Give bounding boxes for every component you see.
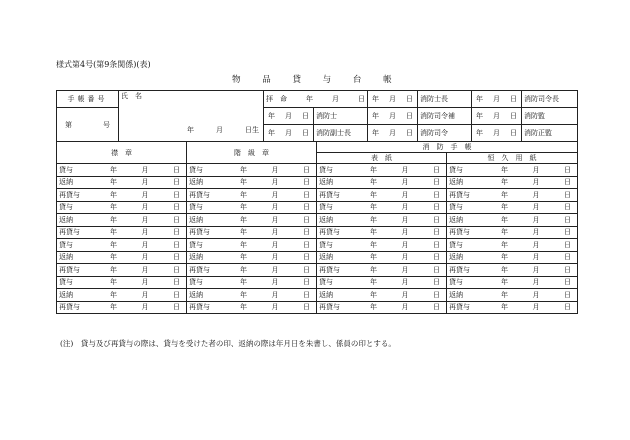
month-label: 月 bbox=[141, 240, 149, 249]
day-label: 日 bbox=[564, 290, 571, 299]
title-char: 台 bbox=[352, 75, 362, 85]
entry-kind: 貸与 bbox=[189, 278, 203, 287]
year-label: 年 bbox=[370, 215, 377, 224]
year-label: 年 bbox=[370, 228, 377, 237]
title-char: 与 bbox=[322, 75, 332, 85]
ledger-cell bbox=[57, 276, 187, 289]
ledger-cell bbox=[447, 189, 578, 202]
date-slot: 年 月 日 bbox=[472, 91, 522, 108]
day-label: 日 bbox=[564, 228, 571, 237]
ledger-cell bbox=[187, 276, 317, 289]
ledger-cell bbox=[317, 176, 447, 189]
title-char: 貸 bbox=[292, 75, 301, 85]
year-label: 年 bbox=[110, 253, 117, 262]
month-label: 月 bbox=[271, 290, 279, 299]
table-row bbox=[57, 264, 578, 277]
ledger-cell bbox=[57, 164, 187, 177]
table-row bbox=[57, 226, 578, 239]
day-label: 日 bbox=[433, 215, 440, 224]
day-label: 日 bbox=[303, 203, 310, 212]
rank-label: 消防司令長 bbox=[522, 91, 578, 108]
month-label: 月 bbox=[271, 203, 279, 212]
entry-kind: 貸与 bbox=[449, 278, 463, 287]
month-label: 月 bbox=[271, 278, 279, 287]
ledger-cell bbox=[187, 239, 317, 252]
month-label: 月 bbox=[271, 228, 279, 237]
table-row bbox=[57, 164, 578, 177]
month-label: 月 bbox=[532, 203, 540, 212]
day-label: 日 bbox=[564, 240, 571, 249]
year-label: 年 bbox=[370, 190, 377, 199]
col-header-badge: 襟 章 bbox=[57, 142, 187, 164]
month-label: 月 bbox=[271, 240, 279, 249]
day-label: 日 bbox=[303, 165, 310, 174]
entry-kind: 貸与 bbox=[59, 278, 73, 287]
year-label: 年 bbox=[501, 253, 508, 262]
day-label: 日 bbox=[564, 253, 571, 262]
year-label: 年 bbox=[501, 290, 508, 299]
ledger-cell bbox=[57, 239, 187, 252]
ledger-table bbox=[56, 141, 578, 314]
day-label: 日 bbox=[564, 178, 571, 187]
rank-label: 消防副士長 bbox=[314, 125, 368, 142]
day-label: 日 bbox=[564, 278, 571, 287]
day-label: 日 bbox=[564, 190, 571, 199]
title-char: 品 bbox=[262, 75, 271, 85]
date-slot: 年 月 日 bbox=[264, 125, 314, 142]
ledger-cell bbox=[57, 226, 187, 239]
day-label: 日 bbox=[564, 165, 571, 174]
year-label: 年 bbox=[501, 178, 508, 187]
date-slot: 年 月 日 bbox=[368, 125, 418, 142]
day-label: 日 bbox=[303, 265, 310, 274]
day-label: 日 bbox=[303, 290, 310, 299]
ledger-cell bbox=[447, 201, 578, 214]
ledger-cell bbox=[57, 214, 187, 227]
ledger-cell bbox=[317, 264, 447, 277]
ledger-cell bbox=[317, 201, 447, 214]
entry-kind: 貸与 bbox=[59, 165, 73, 174]
date-slot: 年 月 日 bbox=[472, 108, 522, 125]
year-label: 年 bbox=[501, 203, 508, 212]
name-label: 氏 名 bbox=[121, 92, 142, 100]
ledger-cell bbox=[187, 214, 317, 227]
entry-kind: 再貸与 bbox=[189, 228, 210, 237]
month-label: 月 bbox=[271, 215, 279, 224]
year-label: 年 bbox=[240, 278, 247, 287]
entry-kind: 貸与 bbox=[319, 240, 333, 249]
entry-kind: 貸与 bbox=[189, 240, 203, 249]
day-label: 日 bbox=[433, 240, 440, 249]
year-label: 年 bbox=[110, 265, 117, 274]
year-label: 年 bbox=[501, 265, 508, 274]
title-char: 帳 bbox=[383, 75, 392, 85]
year-label: 年 bbox=[110, 240, 117, 249]
ledger-cell bbox=[187, 251, 317, 264]
day-label: 日 bbox=[173, 215, 180, 224]
entry-kind: 再貸与 bbox=[449, 265, 470, 274]
month-label: 月 bbox=[532, 178, 540, 187]
entry-kind: 返納 bbox=[319, 178, 333, 187]
entry-kind: 再貸与 bbox=[449, 228, 470, 237]
entry-kind: 返納 bbox=[319, 253, 333, 262]
handbook-number-label: 手帳番号 bbox=[57, 91, 119, 108]
rank-label: 消防士長 bbox=[418, 91, 472, 108]
year-label: 年 bbox=[240, 228, 247, 237]
day-label: 日 bbox=[173, 290, 180, 299]
ledger-cell bbox=[317, 226, 447, 239]
entry-kind: 再貸与 bbox=[189, 303, 210, 312]
day-label: 日 bbox=[564, 203, 571, 212]
entry-kind: 返納 bbox=[59, 253, 73, 262]
ledger-cell bbox=[447, 276, 578, 289]
entry-kind: 再貸与 bbox=[59, 228, 80, 237]
month-label: 月 bbox=[141, 215, 149, 224]
day-label: 日 bbox=[433, 228, 440, 237]
year-label: 年 bbox=[501, 165, 508, 174]
ledger-cell bbox=[317, 251, 447, 264]
entry-kind: 返納 bbox=[319, 215, 333, 224]
ledger-cell bbox=[317, 301, 447, 314]
month-label: 月 bbox=[532, 278, 540, 287]
entry-kind: 再貸与 bbox=[319, 265, 340, 274]
year-label: 年 bbox=[501, 278, 508, 287]
ledger-cell bbox=[57, 201, 187, 214]
entry-kind: 再貸与 bbox=[59, 190, 80, 199]
year-label: 年 bbox=[240, 203, 247, 212]
entry-kind: 再貸与 bbox=[59, 265, 80, 274]
month-label: 月 bbox=[141, 265, 149, 274]
year-label: 年 bbox=[370, 303, 377, 312]
table-row bbox=[57, 301, 578, 314]
ledger-cell bbox=[317, 239, 447, 252]
month-label: 月 bbox=[401, 228, 409, 237]
month-label: 月 bbox=[532, 303, 540, 312]
month-label: 月 bbox=[271, 303, 279, 312]
day-label: 日 bbox=[173, 278, 180, 287]
month-label: 月 bbox=[141, 303, 149, 312]
year-label: 年 bbox=[240, 290, 247, 299]
month-label: 月 bbox=[532, 240, 540, 249]
entry-kind: 再貸与 bbox=[59, 303, 80, 312]
ledger-cell bbox=[317, 189, 447, 202]
personal-info-table bbox=[56, 90, 578, 142]
month-label: 月 bbox=[401, 215, 409, 224]
ledger-cell bbox=[447, 301, 578, 314]
day-label: 日 bbox=[173, 203, 180, 212]
entry-kind: 返納 bbox=[189, 290, 203, 299]
year-label: 年 bbox=[110, 278, 117, 287]
entry-kind: 再貸与 bbox=[319, 190, 340, 199]
day-label: 日 bbox=[433, 165, 440, 174]
year-label: 年 bbox=[501, 228, 508, 237]
entry-kind: 貸与 bbox=[449, 165, 463, 174]
year-label: 年 bbox=[370, 290, 377, 299]
rank-label: 消防士 bbox=[314, 108, 368, 125]
month-label: 月 bbox=[532, 290, 540, 299]
entry-kind: 貸与 bbox=[319, 203, 333, 212]
year-label: 年 bbox=[370, 278, 377, 287]
date-slot: 年 月 日 bbox=[368, 108, 418, 125]
ledger-cell bbox=[57, 176, 187, 189]
col-header-cover: 表 紙 bbox=[317, 153, 447, 164]
year-label: 年 bbox=[110, 290, 117, 299]
entry-kind: 返納 bbox=[59, 215, 73, 224]
entry-kind: 貸与 bbox=[319, 165, 333, 174]
entry-kind: 貸与 bbox=[189, 203, 203, 212]
month-label: 月 bbox=[141, 290, 149, 299]
ledger-cell bbox=[57, 289, 187, 302]
day-label: 日 bbox=[303, 278, 310, 287]
day-label: 日 bbox=[303, 178, 310, 187]
month-label: 月 bbox=[271, 190, 279, 199]
footnote: (注) 貸与及び再貸与の際は、貸与を受けた者の印、返納の際は年月日を朱書し、係員の印とする。 bbox=[60, 339, 396, 348]
year-label: 年 bbox=[501, 215, 508, 224]
entry-kind: 返納 bbox=[59, 290, 73, 299]
year-label: 年 bbox=[501, 190, 508, 199]
day-label: 日 bbox=[433, 265, 440, 274]
table-row bbox=[57, 251, 578, 264]
ledger-cell bbox=[187, 264, 317, 277]
day-label: 日 bbox=[433, 278, 440, 287]
ledger-cell bbox=[187, 189, 317, 202]
ledger-cell bbox=[447, 214, 578, 227]
table-row bbox=[57, 201, 578, 214]
entry-kind: 再貸与 bbox=[189, 265, 210, 274]
year-label: 年 bbox=[370, 178, 377, 187]
year-label: 年 bbox=[240, 240, 247, 249]
month-label: 月 bbox=[401, 278, 409, 287]
entry-kind: 貸与 bbox=[59, 240, 73, 249]
ledger-cell bbox=[317, 214, 447, 227]
month-label: 月 bbox=[532, 265, 540, 274]
day-label: 日 bbox=[433, 178, 440, 187]
month-label: 月 bbox=[141, 228, 149, 237]
month-label: 月 bbox=[401, 178, 409, 187]
month-label: 月 bbox=[401, 190, 409, 199]
entry-kind: 貸与 bbox=[59, 203, 73, 212]
year-label: 年 bbox=[370, 240, 377, 249]
form-label: 様式第4号(第9条関係)(表) bbox=[56, 60, 151, 69]
year-label: 年 bbox=[501, 240, 508, 249]
month-label: 月 bbox=[532, 165, 540, 174]
entry-kind: 返納 bbox=[449, 215, 463, 224]
table-row bbox=[57, 176, 578, 189]
month-label: 月 bbox=[271, 253, 279, 262]
ledger-cell bbox=[317, 276, 447, 289]
month-label: 月 bbox=[141, 165, 149, 174]
entry-kind: 再貸与 bbox=[189, 190, 210, 199]
month-label: 月 bbox=[141, 203, 149, 212]
name-cell bbox=[119, 91, 264, 142]
year-label: 年 bbox=[110, 190, 117, 199]
day-label: 日 bbox=[173, 178, 180, 187]
entry-kind: 貸与 bbox=[449, 240, 463, 249]
entry-kind: 再貸与 bbox=[449, 303, 470, 312]
day-label: 日 bbox=[173, 240, 180, 249]
date-slot: 年 月 日 bbox=[472, 125, 522, 142]
table-row bbox=[57, 276, 578, 289]
year-label: 年 bbox=[240, 215, 247, 224]
entry-kind: 返納 bbox=[189, 253, 203, 262]
day-label: 日 bbox=[564, 303, 571, 312]
entry-kind: 貸与 bbox=[449, 203, 463, 212]
ledger-cell bbox=[447, 251, 578, 264]
ledger-cell bbox=[317, 289, 447, 302]
year-label: 年 bbox=[110, 203, 117, 212]
year-label: 年 bbox=[370, 253, 377, 262]
page-title bbox=[232, 73, 411, 85]
day-label: 日 bbox=[303, 253, 310, 262]
day-label: 日 bbox=[173, 190, 180, 199]
rank-label: 消防正監 bbox=[522, 125, 578, 142]
entry-kind: 貸与 bbox=[189, 165, 203, 174]
month-label: 月 bbox=[401, 240, 409, 249]
col-header-permanent: 恒 久 用 紙 bbox=[447, 153, 578, 164]
date-slot: 年 月 日 bbox=[264, 108, 314, 125]
month-label: 月 bbox=[532, 228, 540, 237]
ledger-cell bbox=[447, 264, 578, 277]
title-char: 物 bbox=[232, 75, 241, 85]
date-slot: 年 月 日 bbox=[368, 91, 418, 108]
month-label: 月 bbox=[271, 178, 279, 187]
ledger-cell bbox=[57, 189, 187, 202]
ledger-cell bbox=[57, 251, 187, 264]
table-row bbox=[57, 189, 578, 202]
ledger-cell bbox=[187, 289, 317, 302]
day-label: 日 bbox=[433, 253, 440, 262]
year-label: 年 bbox=[370, 165, 377, 174]
ledger-cell bbox=[447, 176, 578, 189]
month-label: 月 bbox=[141, 178, 149, 187]
day-label: 日 bbox=[433, 190, 440, 199]
entry-kind: 返納 bbox=[59, 178, 73, 187]
year-label: 年 bbox=[240, 265, 247, 274]
month-label: 月 bbox=[141, 190, 149, 199]
day-label: 日 bbox=[433, 303, 440, 312]
handbook-number-field: 第 号 bbox=[57, 108, 119, 142]
month-label: 月 bbox=[401, 253, 409, 262]
year-label: 年 bbox=[240, 190, 247, 199]
day-label: 日 bbox=[303, 228, 310, 237]
month-label: 月 bbox=[532, 253, 540, 262]
day-label: 日 bbox=[303, 215, 310, 224]
month-label: 月 bbox=[141, 253, 149, 262]
day-label: 日 bbox=[173, 303, 180, 312]
entry-kind: 再貸与 bbox=[319, 228, 340, 237]
year-label: 年 bbox=[240, 303, 247, 312]
day-label: 日 bbox=[433, 290, 440, 299]
entry-kind: 貸与 bbox=[319, 278, 333, 287]
ledger-cell bbox=[187, 176, 317, 189]
entry-kind: 返納 bbox=[449, 178, 463, 187]
table-row bbox=[57, 289, 578, 302]
day-label: 日 bbox=[303, 190, 310, 199]
day-label: 日 bbox=[173, 228, 180, 237]
ledger-cell bbox=[447, 226, 578, 239]
year-label: 年 bbox=[110, 165, 117, 174]
year-label: 年 bbox=[110, 228, 117, 237]
month-label: 月 bbox=[401, 303, 409, 312]
ledger-cell bbox=[447, 164, 578, 177]
month-label: 月 bbox=[401, 203, 409, 212]
ledger-cell bbox=[447, 239, 578, 252]
month-label: 月 bbox=[271, 265, 279, 274]
year-label: 年 bbox=[240, 178, 247, 187]
appointment-date: 拝 命 年 月 日 bbox=[264, 91, 368, 108]
entry-kind: 返納 bbox=[319, 290, 333, 299]
day-label: 日 bbox=[564, 215, 571, 224]
year-label: 年 bbox=[110, 178, 117, 187]
day-label: 日 bbox=[173, 165, 180, 174]
month-label: 月 bbox=[401, 290, 409, 299]
day-label: 日 bbox=[303, 303, 310, 312]
year-label: 年 bbox=[501, 303, 508, 312]
year-label: 年 bbox=[370, 203, 377, 212]
ledger-cell bbox=[187, 164, 317, 177]
ledger-cell bbox=[447, 289, 578, 302]
col-header-handbook: 消 防 手 帳 bbox=[317, 142, 578, 153]
entry-kind: 返納 bbox=[449, 253, 463, 262]
month-label: 月 bbox=[532, 215, 540, 224]
year-label: 年 bbox=[110, 303, 117, 312]
day-label: 日 bbox=[303, 240, 310, 249]
rank-label: 消防司令補 bbox=[418, 108, 472, 125]
ledger-cell bbox=[187, 201, 317, 214]
year-label: 年 bbox=[370, 265, 377, 274]
ledger-cell bbox=[187, 226, 317, 239]
month-label: 月 bbox=[532, 190, 540, 199]
ledger-cell bbox=[187, 301, 317, 314]
month-label: 月 bbox=[401, 265, 409, 274]
table-row bbox=[57, 214, 578, 227]
birth-date: 年 月 日生 bbox=[187, 126, 259, 134]
day-label: 日 bbox=[173, 253, 180, 262]
year-label: 年 bbox=[240, 253, 247, 262]
ledger-cell bbox=[57, 264, 187, 277]
year-label: 年 bbox=[240, 165, 247, 174]
entry-kind: 返納 bbox=[189, 215, 203, 224]
month-label: 月 bbox=[271, 165, 279, 174]
month-label: 月 bbox=[401, 165, 409, 174]
day-label: 日 bbox=[173, 265, 180, 274]
day-label: 日 bbox=[433, 203, 440, 212]
ledger-cell bbox=[57, 301, 187, 314]
entry-kind: 再貸与 bbox=[319, 303, 340, 312]
table-row bbox=[57, 239, 578, 252]
month-label: 月 bbox=[141, 278, 149, 287]
entry-kind: 返納 bbox=[449, 290, 463, 299]
ledger-cell bbox=[317, 164, 447, 177]
entry-kind: 返納 bbox=[189, 178, 203, 187]
rank-label: 消防司令 bbox=[418, 125, 472, 142]
entry-kind: 再貸与 bbox=[449, 190, 470, 199]
rank-label: 消防監 bbox=[522, 108, 578, 125]
year-label: 年 bbox=[110, 215, 117, 224]
col-header-rank-badge: 階 級 章 bbox=[187, 142, 317, 164]
day-label: 日 bbox=[564, 265, 571, 274]
